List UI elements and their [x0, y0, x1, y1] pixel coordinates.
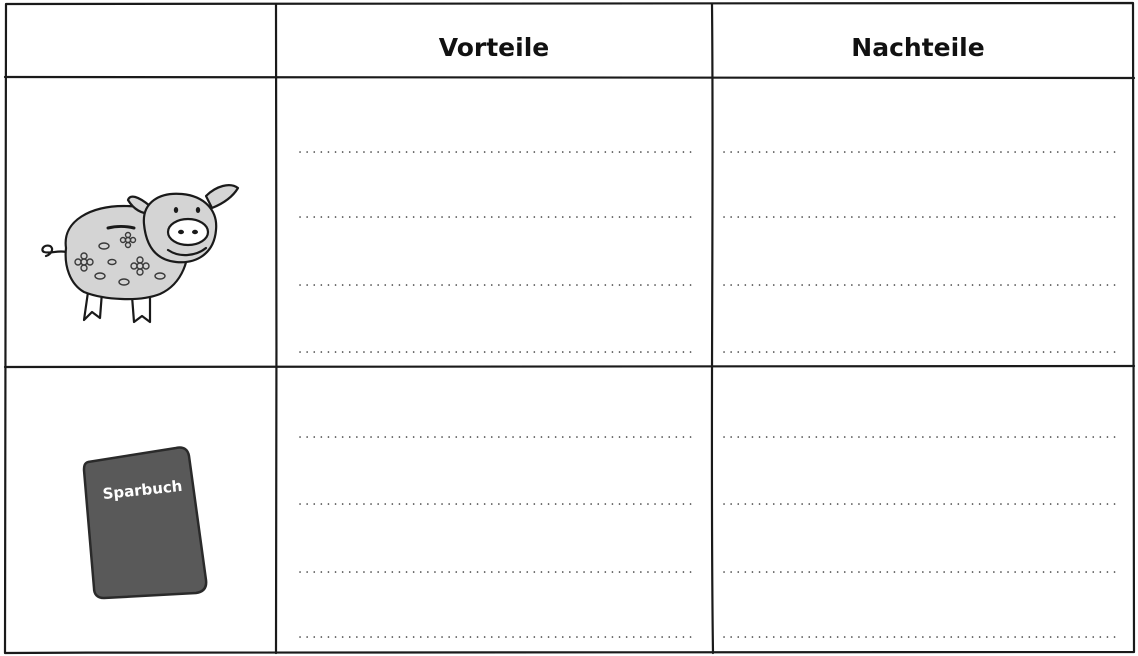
writing-lines-row2-disadvantages[interactable] [724, 437, 1120, 637]
writing-lines-row1-advantages[interactable] [300, 152, 695, 352]
piggy-bank-icon [42, 185, 238, 322]
savings-book-label: Sparbuch [101, 476, 184, 504]
column-divider-2 [712, 4, 713, 653]
writing-lines-row2-advantages[interactable] [300, 437, 695, 637]
header-disadvantages: Nachteile [851, 33, 985, 62]
writing-lines-row1-disadvantages[interactable] [724, 152, 1120, 352]
column-divider-1 [276, 4, 277, 653]
row-divider [5, 366, 1134, 367]
header-advantages: Vorteile [438, 33, 550, 62]
savings-book-icon [84, 447, 206, 598]
header-divider [5, 77, 1134, 78]
